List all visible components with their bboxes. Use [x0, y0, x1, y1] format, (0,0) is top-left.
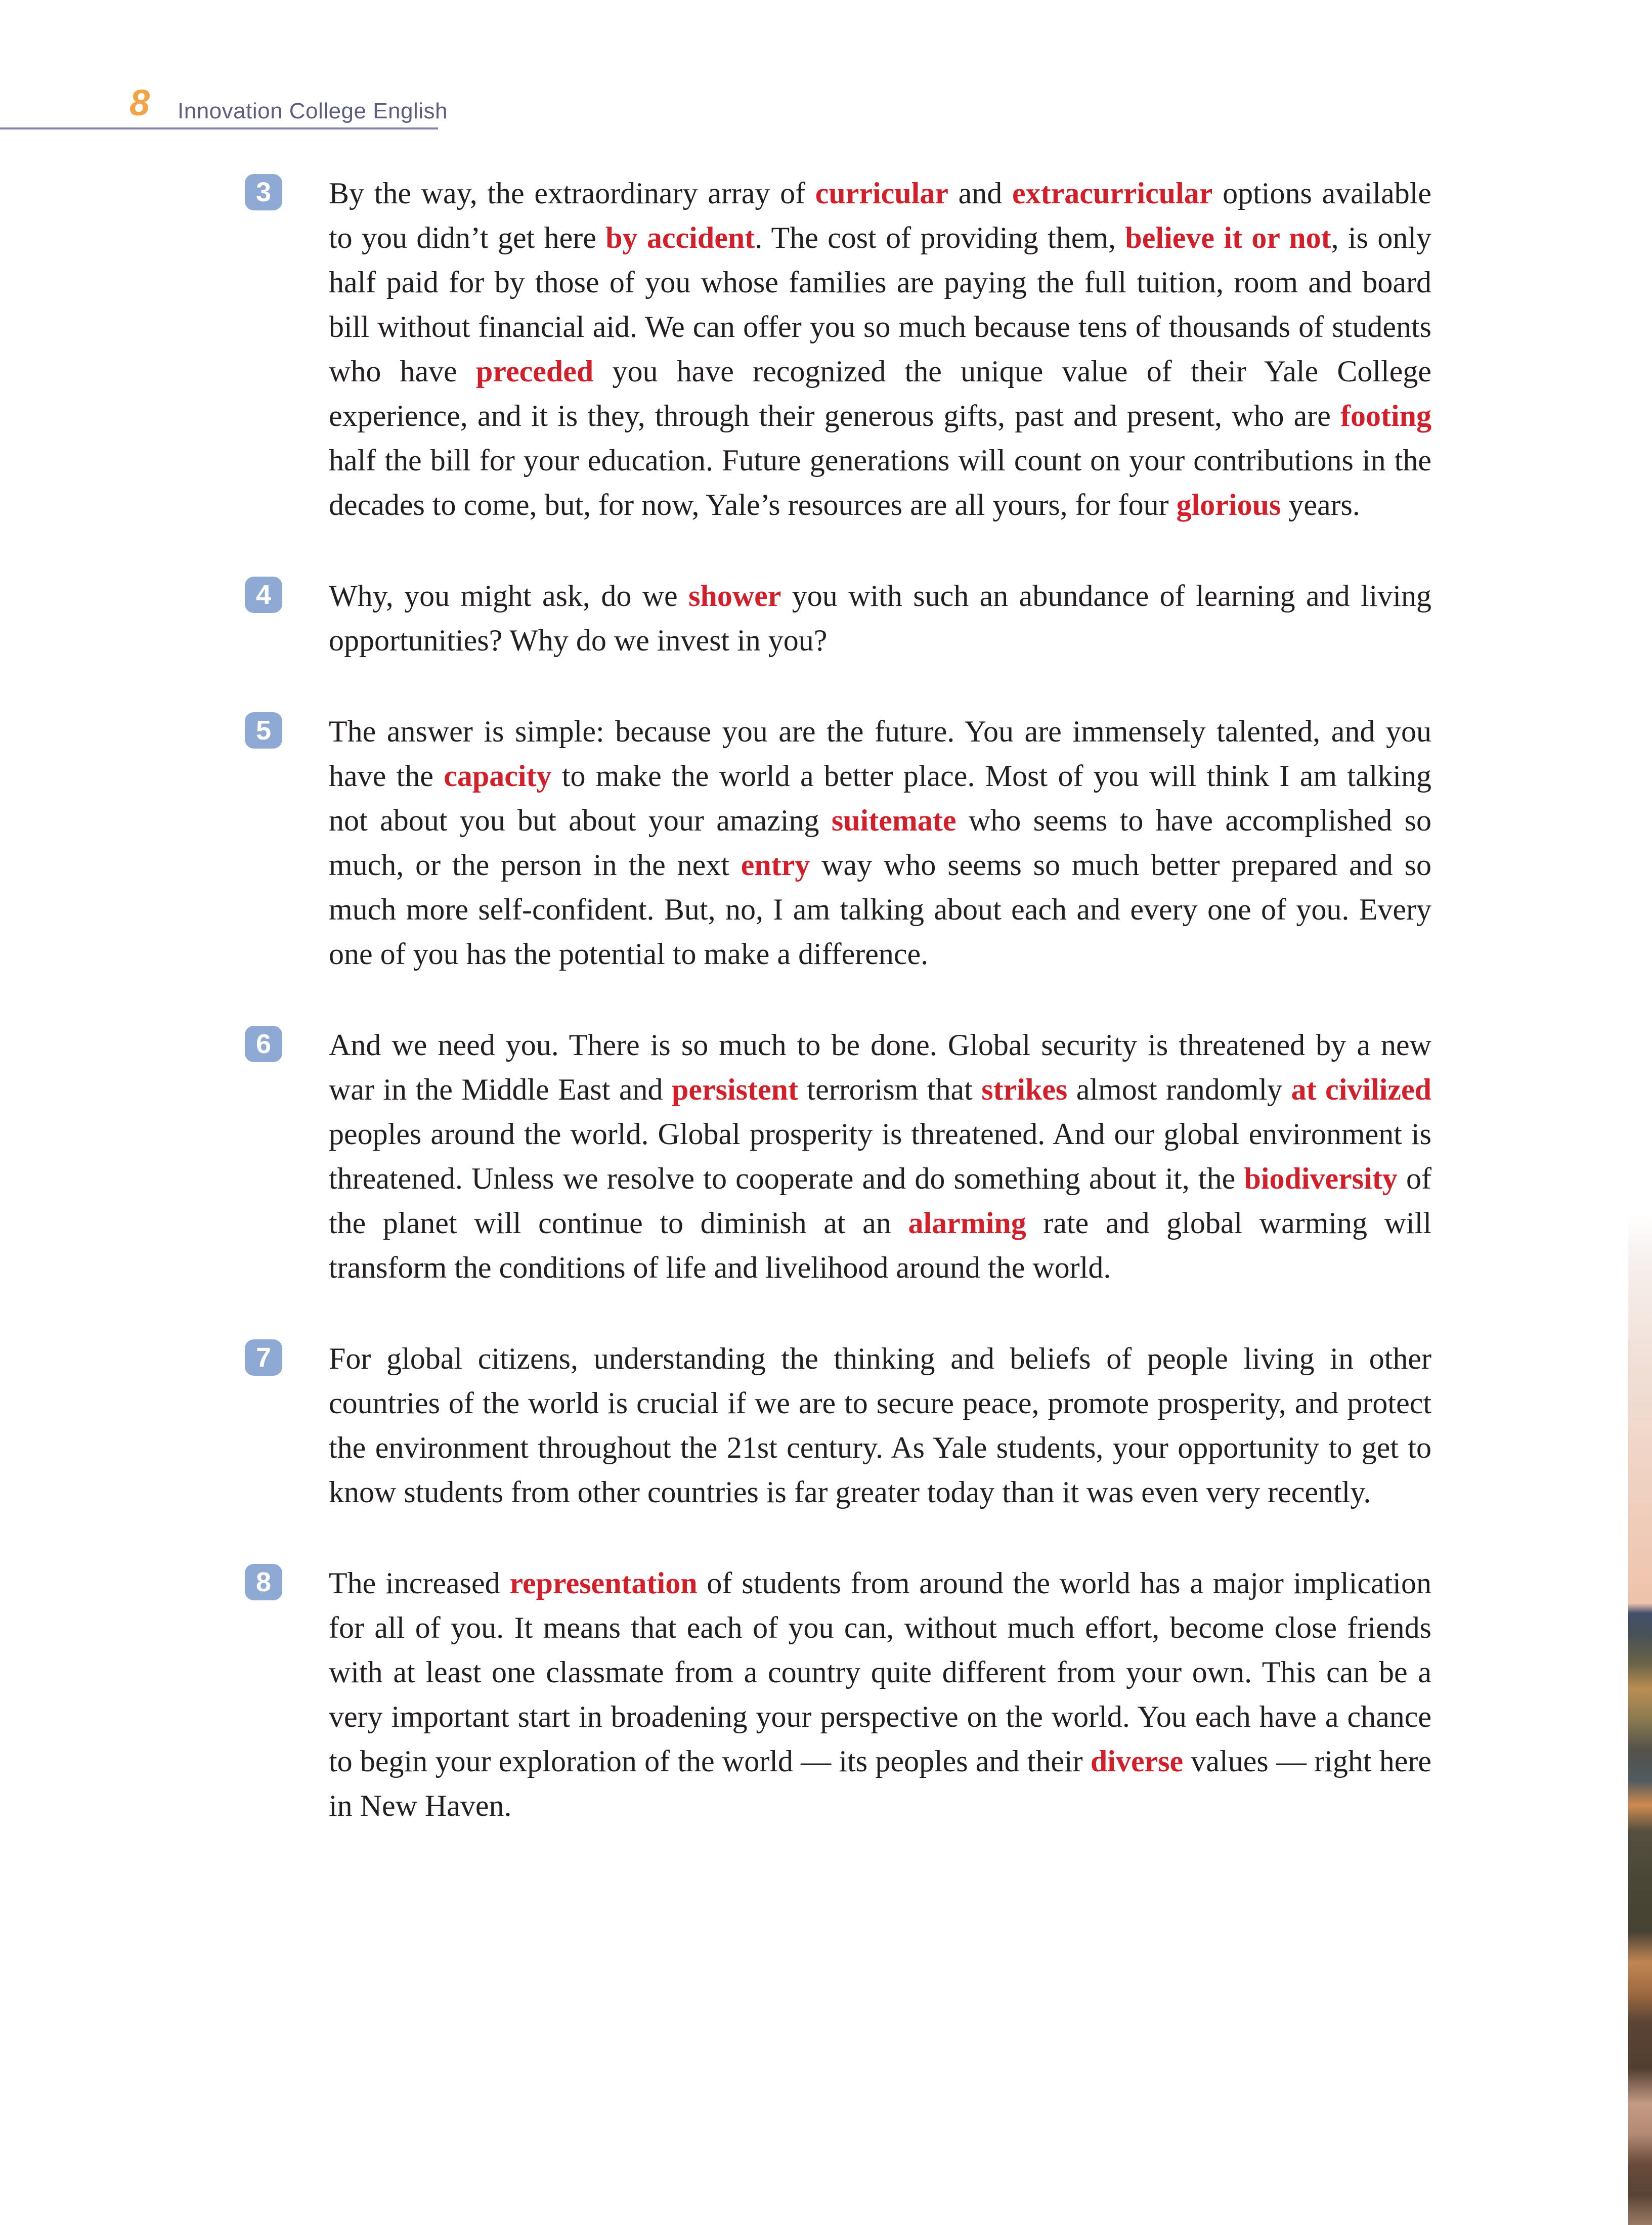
text-segment: almost randomly: [1067, 1073, 1291, 1106]
highlighted-word: glorious: [1176, 488, 1281, 521]
page-edge-photo-strip: [1628, 1214, 1652, 2225]
highlighted-word: believe it or not: [1125, 221, 1331, 254]
highlighted-word: footing: [1340, 399, 1431, 432]
text-segment: half the bill for your education. Future generations will count on your contributions in the decades to come, but, for now, Yale’s resources are all yours, for four: [329, 444, 1431, 521]
header-rule: [0, 127, 438, 129]
text-segment: to make the world a better place. Most of you will think I am talking not about you but about your amazing: [329, 759, 1432, 837]
text-segment: who seems to have accomplished so much, or the person in the next: [329, 804, 1432, 882]
paragraph: [245, 574, 1433, 663]
highlighted-word: shower: [688, 579, 781, 613]
text-segment: of students from around the world has a major implication for all of you. It means that each of you can, without much effort, become close friends with at least one classmate from a country quite different from your own. This can be a very important start in broadening your perspective on the world. You each have a chance to begin your exploration of the world — its peoples and their: [329, 1566, 1431, 1778]
paragraph-number-badge: 3: [245, 174, 282, 210]
running-header-title: Innovation College English: [178, 99, 448, 123]
text-segment: peoples around the world. Global prosperity is threatened. And our global environment is threatened. Unless we resolve to cooperate and do something about it, the: [329, 1117, 1431, 1195]
text-segment: of the planet will continue to diminish at an: [329, 1162, 1431, 1240]
text-segment: The increased: [329, 1566, 510, 1600]
text-segment: way who seems so much better prepared and so much more self-confident. But, no, I am talking about each and every one of you. Every one of you has the potential to make a difference.: [329, 848, 1431, 971]
paragraph: [245, 1023, 1433, 1290]
paragraph-text: [329, 1023, 1431, 1290]
highlighted-word: suitemate: [831, 804, 957, 837]
highlighted-word: persistent: [671, 1073, 798, 1106]
highlighted-word: biodiversity: [1244, 1162, 1398, 1195]
highlighted-word: diverse: [1090, 1744, 1184, 1778]
text-segment: options available to you didn’t get here: [329, 177, 1431, 254]
highlighted-word: strikes: [981, 1073, 1068, 1106]
paragraph-text: [329, 709, 1431, 976]
paragraph-text: [329, 171, 1431, 527]
paragraph-text: [329, 1561, 1431, 1828]
highlighted-word: capacity: [444, 759, 552, 793]
text-segment: and: [948, 177, 1012, 210]
paragraph-number-badge: 4: [245, 577, 282, 613]
text-segment: Why, you might ask, do we: [329, 579, 689, 613]
paragraph-number-badge: 8: [245, 1564, 282, 1600]
highlighted-word: by accident: [605, 221, 755, 254]
paragraph: [245, 171, 1433, 527]
paragraph: [245, 1561, 1433, 1828]
highlighted-word: curricular: [815, 177, 948, 210]
paragraph-text: [329, 574, 1431, 663]
text-segment: For global citizens, understanding the thinking and beliefs of people living in other countries of the world is crucial if we are to secure peace, promote prosperity, and protect the environment throughout the 21st century. As Yale students, your opportunity to get to know students from other countries is far greater today than it was even very recently.: [329, 1342, 1431, 1509]
text-segment: By the way, the extraordinary array of: [329, 177, 815, 210]
paragraph: [245, 709, 1433, 976]
paragraph-number-badge: 6: [245, 1026, 282, 1062]
page-number: 8: [129, 83, 150, 123]
text-segment: rate and global warming will transform the conditions of life and livelihood around the world.: [329, 1206, 1431, 1284]
highlighted-word: preceded: [476, 355, 594, 388]
highlighted-word: representation: [509, 1566, 698, 1600]
text-segment: And we need you. There is so much to be done. Global security is threatened by a new war in the Middle East and: [329, 1028, 1431, 1106]
text-segment: , is only half paid for by those of you whose families are paying the full tuition, room and board bill without financial aid. We can offer you so much because tens of thousands of students who have: [329, 221, 1431, 388]
highlighted-word: entry: [741, 848, 810, 882]
text-segment: values — right here in New Haven.: [329, 1744, 1431, 1822]
text-segment: The answer is simple: because you are the future. You are immensely talented, and you have the: [329, 715, 1431, 793]
paragraph-list: [245, 171, 1433, 1874]
text-segment: terrorism that: [798, 1073, 982, 1106]
text-segment: you have recognized the unique value of their Yale College experience, and it is they, through their generous gifts, past and present, who are: [329, 355, 1431, 432]
highlighted-word: alarming: [908, 1206, 1026, 1240]
text-segment: years.: [1281, 488, 1360, 521]
text-segment: you with such an abundance of learning and living opportunities? Why do we invest in you?: [329, 579, 1432, 657]
paragraph: [245, 1336, 1433, 1514]
paragraph-number-badge: 5: [245, 712, 282, 749]
paragraph-text: [329, 1336, 1431, 1514]
text-segment: . The cost of providing them,: [755, 221, 1125, 254]
highlighted-word: extracurricular: [1012, 177, 1213, 210]
paragraph-number-badge: 7: [245, 1339, 282, 1376]
highlighted-word: at civilized: [1291, 1073, 1431, 1106]
